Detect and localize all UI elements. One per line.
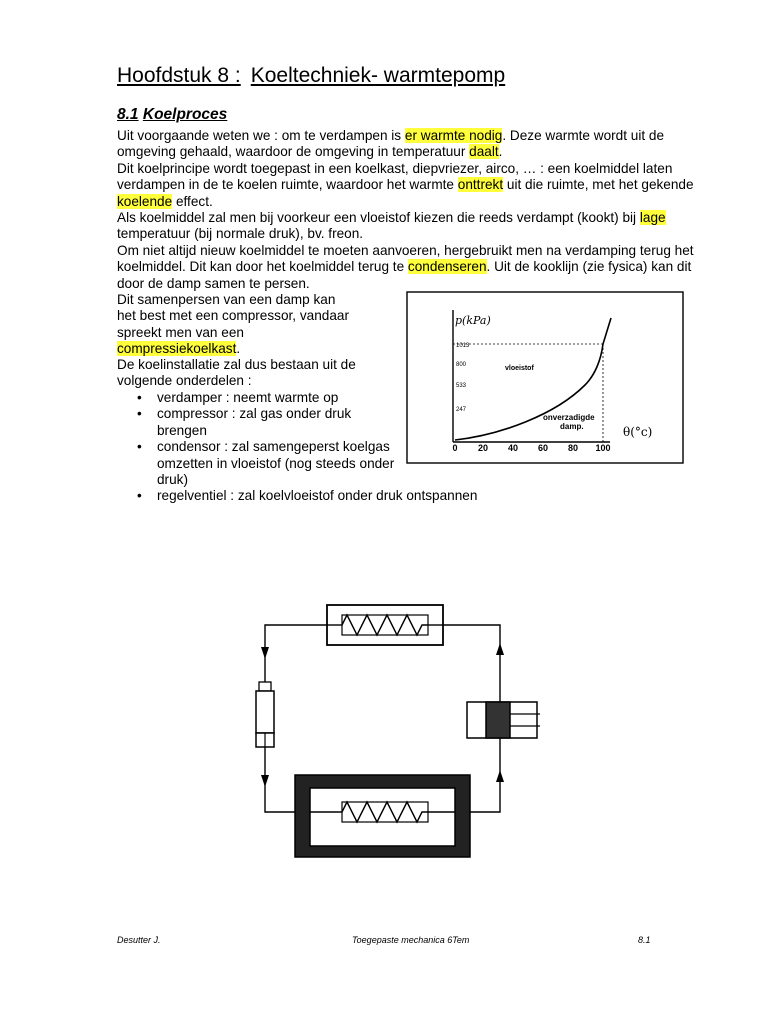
y-tick-label: 800: [456, 362, 467, 368]
highlight: koelende: [117, 193, 173, 209]
x-tick-label: 60: [537, 443, 549, 453]
text: .: [236, 341, 241, 357]
evaporator: [295, 775, 470, 857]
x-tick-label: 0: [452, 443, 458, 453]
footer-page-number: 8.1: [638, 935, 651, 945]
footer-course: Toegepaste mechanica 6Tem: [352, 935, 470, 945]
text: . Deze warmte wordt uit de omgeving gehaald, waardoor de omgeving in temperatuur: [117, 128, 665, 160]
text: temperatuur (bij normale druk), bv. freon.: [117, 226, 364, 242]
section-heading: [117, 106, 227, 124]
text: .: [498, 144, 503, 160]
flow-arrow: [496, 770, 504, 782]
refrigeration-cycle-diagram: [240, 590, 550, 880]
section-number: 8.1: [117, 106, 139, 123]
text: Dit koelprincipe wordt toegepast in een koelkast, diepvriezer, airco, … : een koelmiddel laten verdampen in de te koelen ruimte, waardoor het warmte: [117, 161, 673, 193]
region-label-vapor: onverzadigde: [543, 413, 595, 422]
chapter-title: [117, 64, 505, 88]
footer-author: Desutter J.: [117, 935, 161, 945]
highlight: onttrekt: [457, 177, 504, 193]
highlight: condenseren: [407, 259, 487, 275]
region-label-vapor: damp.: [560, 422, 584, 431]
paragraph-1: [117, 128, 707, 161]
paragraph-3: [117, 210, 717, 243]
flow-arrow: [496, 643, 504, 655]
expansion-valve: [256, 682, 274, 747]
chapter-name: Koeltechniek- warmtepomp: [250, 64, 506, 87]
section-name: Koelproces: [142, 106, 228, 123]
y-tick-label: 533: [456, 383, 467, 389]
highlight: lage: [639, 210, 666, 225]
region-label-liquid: vloeistof: [505, 365, 534, 372]
text: Uit voorgaande weten we : om te verdampen is: [117, 128, 405, 143]
text: effect.: [172, 193, 213, 209]
text: Om niet altijd nieuw koelmiddel te moeten aanvoeren, hergebruikt men na verdamping terug het koelmiddel. Dit kan door het koelmiddel terug te: [117, 243, 694, 275]
paragraph-6: De koelinstallatie zal dus bestaan uit de volgende onderdelen :: [117, 357, 356, 389]
text: Als koelmiddel zal men bij voorkeur een vloeistof kiezen die reeds verdampt (kookt) bij: [117, 210, 640, 225]
list-item: • verdamper : neemt warmte op: [137, 390, 477, 406]
list-item: • condensor : zal samengeperst koelgas omzetten in vloeistof (nog steeds onder druk): [137, 439, 397, 488]
highlight: daalt: [469, 144, 499, 160]
y-tick-label: 1013: [456, 343, 470, 349]
flow-arrow: [261, 775, 269, 787]
highlight: er warmte nodig: [404, 128, 503, 143]
condenser-coil: [327, 605, 443, 645]
list-item: • regelventiel : zal koelvloeistof onder druk ontspannen: [137, 488, 477, 504]
text: uit die ruimte, met het gekende: [503, 177, 694, 193]
highlight: compressiekoelkast: [117, 341, 237, 357]
x-tick-label: 20: [477, 443, 489, 453]
y-axis-label: p(kPa): [455, 314, 491, 327]
text: Dit samenpersen van een damp kan het best met een compressor, vandaar spreekt men van een: [117, 292, 349, 340]
chapter-label: Hoofdstuk 8 :: [117, 64, 241, 87]
flow-arrow: [261, 647, 269, 659]
compressor: [467, 702, 540, 738]
list-item: • compressor : zal gas onder druk brengen: [137, 406, 397, 439]
paragraph-4: [117, 243, 717, 292]
paragraph-5: [117, 292, 357, 358]
x-tick-label: 40: [507, 443, 519, 453]
x-tick-label: 80: [567, 443, 579, 453]
text: . Uit de kooklijn (zie fysica) kan dit door de damp samen te persen.: [117, 259, 692, 291]
paragraph-2: [117, 161, 717, 210]
x-tick-label: 100: [595, 443, 611, 453]
boiling-curve-graph: [405, 290, 685, 465]
y-tick-label: 247: [456, 407, 467, 413]
x-axis-label: θ(°c): [623, 425, 653, 439]
